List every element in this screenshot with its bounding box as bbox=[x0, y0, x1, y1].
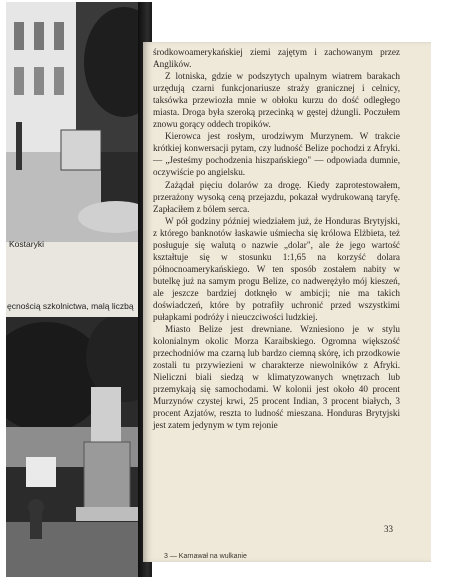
paragraph: W pół godziny później wiedziałem już, że Honduras Brytyjski, z którego banknotów łaskawie uśmiecha się królowa Elżbieta, też posługuje się walutą o nazwie „dolar", ale że jego wartość kształtuje się w stosunku 1:1,65 na korzyść dolara północnoamerykańskiego. W ten sposób zostałem nabity w butelkę już na samym progu Belize, co nadwerężyło mój kieszeń, ale jeszcze bardziej dotknęło w ambicji; nie ma takich doświadczeń, które by potrafiły uchronić przed wszystkimi pułapkami podróży i nieuczciwości ludzkiej. bbox=[153, 215, 400, 323]
street-photo-image bbox=[6, 2, 152, 242]
photo-caption-bottom: ęcnością szkolnictwa, malą liczbą bbox=[7, 301, 134, 311]
paragraph: środkowoamerykańskiej ziemi zajętym i zachowanym przez Anglików. bbox=[153, 47, 400, 70]
paragraph: Z lotniska, gdzie w podszytych upalnym wiatrem barakach urzędują czarni funkcjonariusze straży granicznej i celnicy, taksówka przewiozła mnie w obłoku kurzu do dość odległego miasta. Droga była szeroką przecinką w gęstej dżungli. Poczułem znowu gorący oddech tropików. bbox=[153, 71, 400, 130]
paragraph: Miasto Belize jest drewniane. Wzniesiono je w stylu kolonialnym okolic Morza Karaibskiego. Ogromna większość przechodniów ma czarną lub bardzo ciemną skórę, ich przodkowie zostali tu przywiezieni w charakterze niewolników z Afryki. Nieliczni biali siedzą w klimatyzowanych wnętrzach lub przemykają się samochodami. W kolonii jest około 40 procent Murzynów czystej krwi, 25 procent Indian, 3 procent białych, 3 procent Azjatów, reszta to ludność mieszana. Honduras Brytyjski jest zatem jedynym w tym rejonie bbox=[153, 324, 400, 431]
left-page-photos bbox=[6, 2, 152, 577]
monument-photo-image bbox=[6, 317, 152, 577]
paragraph: Zażądał pięciu dolarów za drogę. Kiedy zaprotestowałem, przerażony wysoką ceną przejazdu, pokazał wydrukowaną taryfę. Zapłaciłem z bólem serca. bbox=[153, 179, 400, 214]
street-photo bbox=[6, 2, 152, 242]
monument-photo bbox=[6, 317, 152, 577]
body-text bbox=[153, 46, 400, 432]
chapter-footer: 3 — Karnawał na wulkanie bbox=[164, 553, 247, 560]
page-number: 33 bbox=[384, 524, 393, 534]
paragraph: Kierowca jest rosłym, urodziwym Murzynem. W trakcie krótkiej konwersacji pytam, czy ludność Belize pochodzi z Afryki. — „Jesteśmy pochodzenia hiszpańskiego" — odpowiada dumnie, oczywiście po angielsku. bbox=[153, 131, 400, 178]
book-spread bbox=[6, 2, 446, 577]
photo-caption-top: Kostaryki bbox=[9, 239, 44, 249]
